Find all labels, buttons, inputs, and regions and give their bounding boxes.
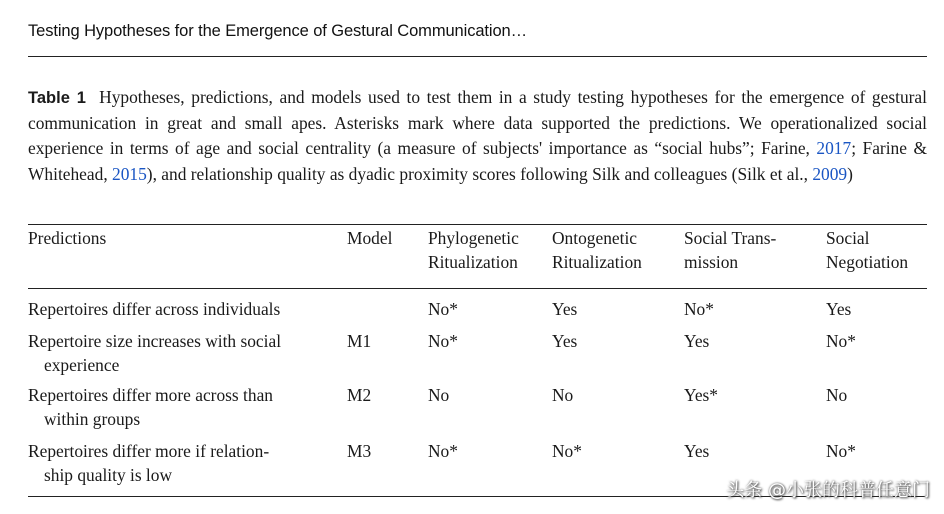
cell-ontogenetic: No* [552,441,582,461]
cell-social-negotiation: Yes [826,299,852,319]
caption-text: Hypotheses, predictions, and models used to test them in a study testing hypotheses for the emergence of gestural communication in great and small apes. Asterisks mark where data supported the predictions. We operationalized social experience in terms of age and social centrality (a measure of subjects' importance as “social hubs”; Farine, [28,87,927,159]
caption-text: ) [847,163,853,184]
table-row-prediction: Repertoires differ across individuals [28,299,281,319]
column-header-predictions: Predictions [28,228,107,248]
caption-label: Table 1 [28,89,86,107]
cell-ontogenetic: Yes [552,331,578,351]
citation-link[interactable]: 2017 [816,138,852,159]
running-header: Testing Hypotheses for the Emergence of Gestural Communication… [28,22,528,40]
table-row-prediction: Repertoires differ more across than within groups [28,385,273,429]
column-header-social-negotiation: Social Negotiation [826,228,909,272]
table-row-prediction: Repertoires differ more if relation- ship quality is low [28,441,270,485]
table-top-rule [28,224,927,225]
cell-social-transmission: Yes [684,441,710,461]
cell-social-negotiation: No* [826,331,856,351]
cell-model: M1 [347,331,372,351]
cell-social-negotiation: No* [826,441,856,461]
citation-link[interactable]: 2015 [112,163,147,184]
cell-model: M2 [347,385,372,405]
cell-model: M3 [347,441,372,461]
column-header-model: Model [347,228,393,248]
column-header-social-transmission: Social Trans- mission [684,228,777,272]
header-rule [28,56,927,57]
cell-phylogenetic: No* [428,441,458,461]
table-row-prediction: Repertoire size increases with social experience [28,331,282,375]
cell-social-transmission: Yes* [684,385,718,405]
cell-phylogenetic: No [428,385,450,405]
caption-text: ), and relationship quality as dyadic proximity scores following Silk and colleagues (Silk et al., [146,163,813,184]
cell-ontogenetic: Yes [552,299,578,319]
column-header-phylogenetic: Phylogenetic Ritualization [428,228,519,272]
column-header-ontogenetic: Ontogenetic Ritualization [552,228,642,272]
table-caption [28,85,927,187]
cell-social-transmission: Yes [684,331,710,351]
cell-phylogenetic: No* [428,331,458,351]
watermark: 头条 @小张的科普任意门 [726,480,930,501]
citation-link[interactable]: 2009 [812,163,848,184]
cell-social-negotiation: No [826,385,848,405]
cell-ontogenetic: No [552,385,574,405]
cell-social-transmission: No* [684,299,714,319]
cell-phylogenetic: No* [428,299,458,319]
caption-text: ; Farine & Whitehead, [28,138,927,184]
header-bottom-rule [28,288,927,289]
